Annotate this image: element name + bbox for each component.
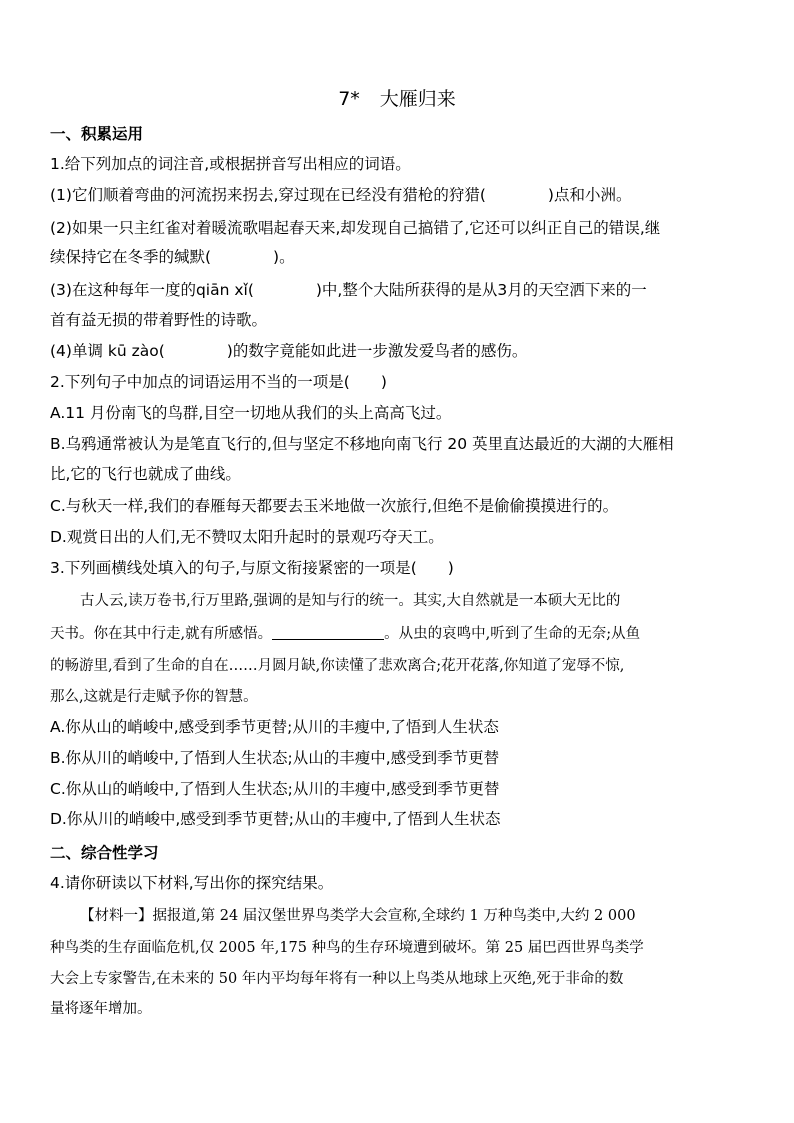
question-1-item-3-line-2: 首有益无损的带着野性的诗歌。 [50, 311, 268, 329]
passage-line-2 [50, 623, 640, 645]
lesson-number: 7* [338, 88, 360, 110]
question-1-stem: 1.给下列加点的词注音,或根据拼音写出相应的词语。 [50, 155, 411, 173]
material-1-line-1 [50, 905, 636, 927]
question-2-option-b-line-1: B.乌鸦通常被认为是笔直飞行的,但与坚定不移地向南飞行 20 英里直达最近的大湖的大雁相 [50, 435, 674, 453]
material-1-line-4: 量将逐年增加。 [50, 1001, 152, 1017]
material-1-line-2: 种鸟类的生存面临危机,仅 2005 年,175 种鸟的生存环境遭到破坏。第 25 届巴西世界鸟类学 [50, 940, 644, 956]
passage-line-1 [50, 590, 620, 612]
question-1-item-2-line-1: (2)如果一只主红雀对着暖流歌唱起春天来,却发现自己搞错了,它还可以纠正自己的错误,继 [50, 219, 661, 237]
passage-line-4: 那么,这就是行走赋予你的智慧。 [50, 689, 258, 705]
question-3-option-b: B.你从川的峭峻中,了悟到人生状态;从山的丰瘦中,感受到季节更替 [50, 749, 500, 767]
material-1-line-3: 大会上专家警告,在未来的 50 年内平均每年将有一种以上鸟类从地球上灭绝,死于非命的数 [50, 971, 624, 987]
question-2-option-a: A.11 月份南飞的鸟群,目空一切地从我们的头上高高飞过。 [50, 404, 452, 422]
question-3-stem: 3.下列画横线处填入的句子,与原文衔接紧密的一项是( ) [50, 559, 454, 577]
question-2-stem: 2.下列句子中加点的词语运用不当的一项是( ) [50, 373, 387, 391]
passage-line-3: 的畅游里,看到了生命的自在……月圆月缺,你读懂了悲欢离合;花开花落,你知道了宠辱不惊, [50, 658, 625, 674]
question-3-option-c: C.你从山的峭峻中,了悟到人生状态;从川的丰瘦中,感受到季节更替 [50, 780, 500, 798]
section-heading-2: 二、综合性学习 [50, 844, 159, 862]
passage-line-1-text: 古人云,读万卷书,行万里路,强调的是知与行的统一。其实,大自然就是一本硕大无比的 [80, 593, 621, 609]
section-heading-1: 一、积累运用 [50, 125, 144, 143]
question-3-option-d: D.你从川的峭峻中,感受到季节更替;从山的丰瘦中,了悟到人生状态 [50, 810, 501, 828]
question-1-item-1: (1)它们顺着弯曲的河流拐来拐去,穿过现在已经没有猎枪的狩猎( )点和小洲。 [50, 186, 632, 204]
question-2-option-d: D.观赏日出的人们,无不赞叹太阳升起时的景观巧夺天工。 [50, 528, 444, 546]
question-2-option-c: C.与秋天一样,我们的春雁每天都要去玉米地做一次旅行,但绝不是偷偷摸摸进行的。 [50, 497, 619, 515]
material-1-line-1-text: 【材料一】据报道,第 24 届汉堡世界鸟类学大会宣称,全球约 1 万种鸟类中,大约 2 000 [80, 908, 636, 924]
question-1-item-4: (4)单调 kū zào( )的数字竟能如此进一步激发爱鸟者的感伤。 [50, 342, 528, 360]
fill-in-blank[interactable] [272, 623, 384, 640]
question-1-item-2-line-2: 续保持它在冬季的缄默( )。 [50, 248, 295, 266]
question-3-option-a: A.你从山的峭峻中,感受到季节更替;从川的丰瘦中,了悟到人生状态 [50, 718, 499, 736]
passage-line-2-text-b: 。从虫的哀鸣中,听到了生命的无奈;从鱼 [384, 626, 641, 642]
question-1-item-3-line-1: (3)在这种每年一度的qiān xǐ( )中,整个大陆所获得的是从3月的天空洒下来的一 [50, 281, 647, 299]
passage-line-2-text-a: 天书。你在其中行走,就有所感悟。 [50, 626, 273, 642]
page-title [0, 84, 794, 111]
question-2-option-b-line-2: 比,它的飞行也就成了曲线。 [50, 465, 241, 483]
lesson-title: 大雁归来 [379, 88, 456, 110]
question-4-stem: 4.请你研读以下材料,写出你的探究结果。 [50, 874, 334, 892]
